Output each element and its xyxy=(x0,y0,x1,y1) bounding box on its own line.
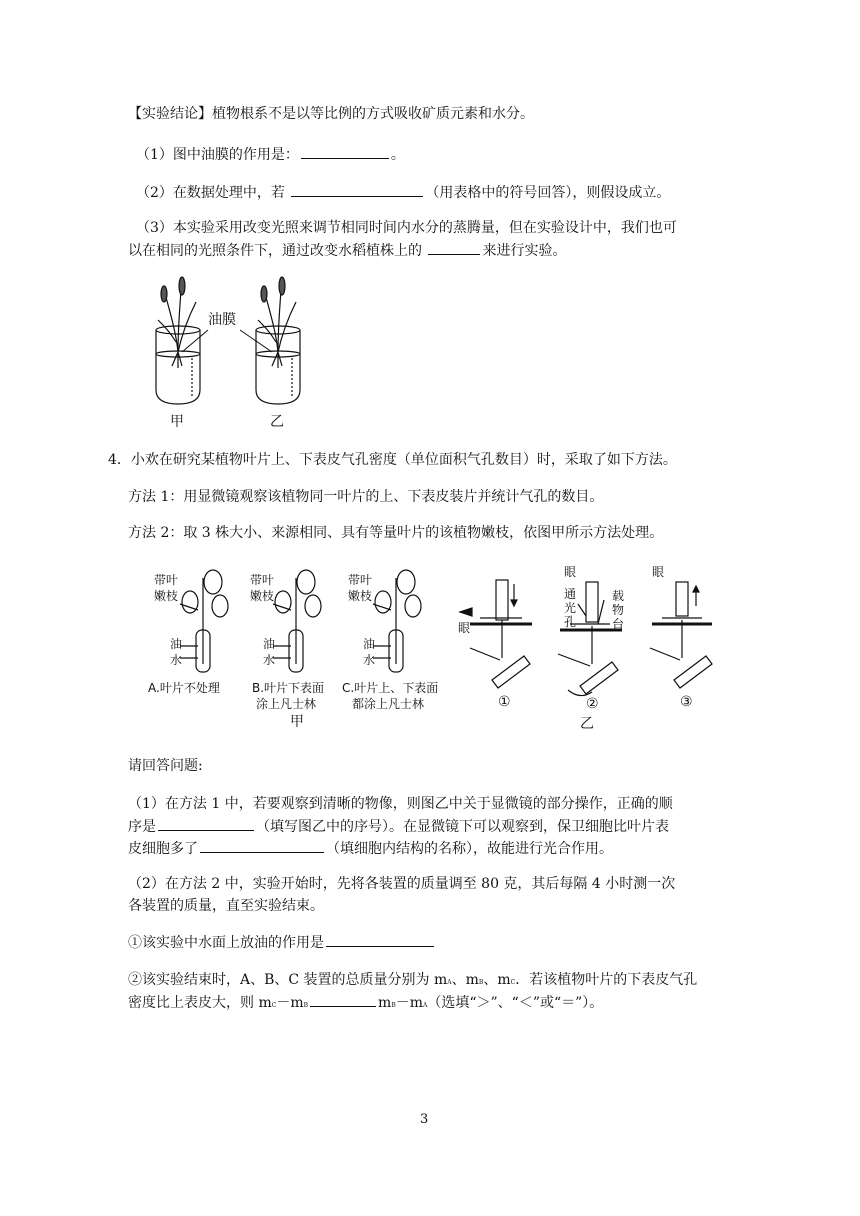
question-3-line2 xyxy=(128,240,566,261)
test-tube-figure xyxy=(140,272,320,432)
eye-label-2: 眼 xyxy=(564,565,577,579)
answer-prompt: 请回答问题: xyxy=(128,758,203,774)
a1-line3-suffix: （填细胞内结构的名称），故能进行光合作用。 xyxy=(326,841,613,857)
oil-pointer-lines xyxy=(182,330,272,352)
a2-2-l2-b: －m xyxy=(276,995,304,1011)
a1-line2-mid: （填写图乙中的序号）。在显微镜下可以观察到，保卫细胞比叶片表 xyxy=(256,819,669,835)
answer-blank-3[interactable] xyxy=(428,240,480,255)
question-3-text: 以在相同的光照条件下，通过改变水稻植株上的 xyxy=(128,243,427,259)
branch-label-a-2: 嫩枝 xyxy=(154,589,179,603)
eye-label-3: 眼 xyxy=(652,565,665,579)
caption-b-1: B.叶片下表面 xyxy=(252,681,325,695)
plant-yi xyxy=(258,277,296,368)
a2-line2: 各装置的质量，直至实验结束。 xyxy=(128,898,324,914)
label-yi: 乙 xyxy=(270,414,284,430)
a2-2-line1 xyxy=(128,970,697,993)
answer-blank-5[interactable] xyxy=(200,838,324,853)
water-label-c: 水 xyxy=(363,653,376,667)
conclusion-text: 植物根系不是以等比例的方式吸收矿质元素和水分。 xyxy=(212,106,534,122)
branch-label-b-2: 嫩枝 xyxy=(250,589,275,603)
light-hole-1: 通 xyxy=(564,587,577,601)
question-1-text: （1）图中油膜的作用是： xyxy=(136,147,299,163)
sub-c: C xyxy=(510,979,516,986)
figure-yi-label: 乙 xyxy=(580,716,594,732)
a2-2-text-b: 、m xyxy=(451,972,479,988)
a1-line2-prefix: 序是 xyxy=(128,819,156,835)
light-hole-3: 孔 xyxy=(564,615,577,629)
answer-blank-4[interactable] xyxy=(158,816,254,831)
sub-b-3: B xyxy=(391,1002,396,1009)
answer-blank-7[interactable] xyxy=(310,992,376,1007)
conclusion-line xyxy=(128,104,534,124)
question-1-suffix: 。 xyxy=(390,147,405,163)
stage-3: 台 xyxy=(612,617,625,631)
oil-label-b: 油 xyxy=(263,637,276,651)
stage-1: 载 xyxy=(612,589,625,603)
a2-2-l2-d: －m xyxy=(395,995,424,1011)
sub-b-2: B xyxy=(303,1002,309,1009)
a2-line1: （2）在方法 2 中，实验开始时，先将各装置的质量调至 80 克，其后每隔 4 小时测一次 xyxy=(128,876,676,892)
caption-a: A.叶片不处理 xyxy=(148,681,220,695)
water-label-b: 水 xyxy=(263,653,276,667)
setup-c xyxy=(373,570,421,672)
a2-2-text-a: ②该实验结束时，A、B、C 装置的总质量分别为 m xyxy=(128,972,448,988)
setup-a xyxy=(180,570,228,672)
stage-2: 物 xyxy=(612,603,625,617)
caption-c-2: 都涂上凡士林 xyxy=(352,697,425,711)
label-jia: 甲 xyxy=(170,414,184,430)
a2-2-l2-e: （选填“＞”、“＜”或“＝”）。 xyxy=(427,995,604,1011)
branch-label-c-2: 嫩枝 xyxy=(348,589,373,603)
step-1-label: ① xyxy=(498,694,511,710)
page-number: 3 xyxy=(420,1112,429,1127)
question-3-line1: （3）本实验采用改变光照来调节相同时间内水分的蒸腾量，但在实验设计中，我们也可 xyxy=(136,220,677,236)
sub-c-2: C xyxy=(271,1002,277,1009)
a2-1-text: ①该实验中水面上放油的作用是 xyxy=(128,935,324,951)
question-2-suffix: （用表格中的符号回答），则假设成立。 xyxy=(425,185,671,201)
microscope-step-3 xyxy=(650,582,712,688)
a2-2-line2 xyxy=(128,992,603,1016)
branch-label-c-1: 带叶 xyxy=(348,573,373,587)
question-3-suffix: 来进行实验。 xyxy=(482,243,567,259)
a2-2-text-d: ．若该植物叶片的下表皮气孔 xyxy=(515,972,698,988)
conclusion-bracket: 【实验结论】 xyxy=(128,106,212,122)
branch-label-b-1: 带叶 xyxy=(250,573,275,587)
caption-c-1: C.叶片上、下表面 xyxy=(342,681,439,695)
sub-b: B xyxy=(478,979,484,986)
plant-jia xyxy=(158,277,196,368)
water-label-a: 水 xyxy=(170,653,183,667)
a2-2-text-c: 、m xyxy=(483,972,511,988)
problem-4-intro: 4．小欢在研究某植物叶片上、下表皮气孔密度（单位面积气孔数目）时，采取了如下方法。 xyxy=(108,452,677,468)
figure-jia-label: 甲 xyxy=(290,714,304,730)
sub-a-2: A xyxy=(423,1002,428,1009)
label-oil-film: 油膜 xyxy=(208,312,236,328)
method-2: 方法 2：取 3 株大小、来源相同、具有等量叶片的该植物嫩枝，依图甲所示方法处理。 xyxy=(128,525,664,541)
microscope-step-1 xyxy=(460,580,532,688)
oil-label-c: 油 xyxy=(363,637,376,651)
branch-microscope-figure xyxy=(140,560,730,740)
a2-2-l2-c: m xyxy=(378,995,392,1011)
step-3-label: ③ xyxy=(680,694,693,710)
answer-blank-2[interactable] xyxy=(291,182,423,197)
eye-label-1: 眼 xyxy=(458,621,471,635)
a2-2-l2-a: 密度比上表皮大，则 m xyxy=(128,995,272,1011)
caption-b-2: 涂上凡士林 xyxy=(256,697,317,711)
a2-1 xyxy=(128,932,436,953)
sub-a: A xyxy=(447,979,452,986)
oil-label-a: 油 xyxy=(170,637,183,651)
a1-line2 xyxy=(128,816,669,837)
setup-b xyxy=(273,570,321,672)
light-hole-2: 光 xyxy=(564,601,577,615)
method-1: 方法 1：用显微镜观察该植物同一叶片的上、下表皮装片并统计气孔的数目。 xyxy=(128,489,604,505)
a1-line3-prefix: 皮细胞多了 xyxy=(128,841,198,857)
a1-line1: （1）在方法 1 中，若要观察到清晰的物像，则图乙中关于显微镜的部分操作，正确的顺 xyxy=(128,796,673,812)
a1-line3 xyxy=(128,838,613,859)
question-1 xyxy=(136,144,405,165)
branch-label-a-1: 带叶 xyxy=(154,573,179,587)
question-2-text: （2）在数据处理中，若 xyxy=(136,185,290,201)
answer-blank-6[interactable] xyxy=(326,932,434,947)
step-2-label: ② xyxy=(586,696,599,712)
answer-blank-1[interactable] xyxy=(301,144,389,159)
question-2 xyxy=(136,182,670,203)
